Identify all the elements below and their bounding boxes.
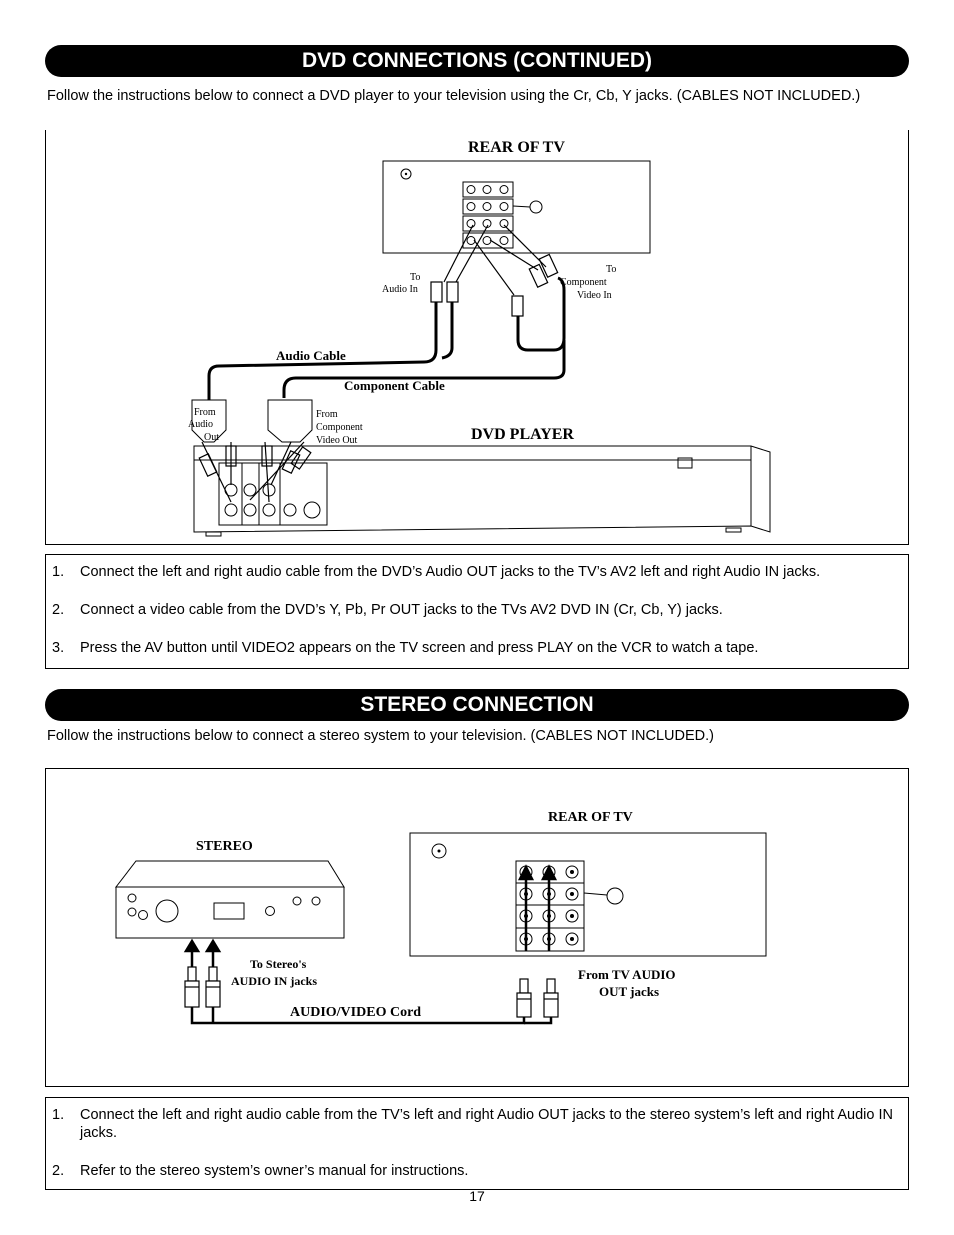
to-stereo-label-1: To Stereo's	[250, 957, 307, 971]
dvd-intro-text: Follow the instructions below to connect a DVD player to your television using the Cr, Cb, Y jacks. (CABLES NOT INCLUDED.)	[47, 88, 861, 104]
stereo-intro-text: Follow the instructions below to connect a stereo system to your television. (CABLES NOT INCLUDED.)	[47, 728, 714, 744]
from-audio-label-3: Out	[204, 432, 219, 443]
to-stereo-label-2: AUDIO IN jacks	[231, 974, 318, 988]
step-number: 2.	[52, 602, 65, 618]
tv-jack-grid	[463, 182, 542, 248]
tv-output-arrows	[520, 867, 555, 951]
step-number: 2.	[52, 1163, 65, 1179]
dvd-jack-panel	[219, 463, 327, 525]
tv-audio-plugs	[517, 979, 558, 1017]
section-title-stereo-connection: STEREO CONNECTION	[45, 689, 909, 721]
stereo-input-arrows	[186, 941, 219, 967]
component-cable-label: Component Cable	[344, 378, 445, 393]
step-text: Connect a video cable from the DVD’s Y, Pb, Pr OUT jacks to the TVs AV2 DVD IN (Cr, Cb, Y) jacks.	[80, 602, 723, 618]
stereo-controls	[128, 894, 320, 922]
stereo-plugs	[185, 967, 220, 1007]
from-audio-label-1: From	[194, 407, 216, 418]
from-component-label-2: Component	[316, 422, 363, 433]
section-title-dvd-connections: DVD CONNECTIONS (CONTINUED)	[45, 45, 909, 77]
dvd-connection-diagram	[46, 130, 908, 544]
stereo-label: STEREO	[196, 839, 253, 854]
from-tv-label-2: OUT jacks	[599, 984, 660, 999]
to-component-label-1: To	[606, 264, 617, 275]
from-component-label-3: Video Out	[316, 435, 358, 446]
tv-plugs	[431, 225, 558, 316]
component-cable	[518, 278, 564, 350]
dvd-step-1	[52, 563, 902, 581]
page-number: 17	[469, 1188, 485, 1204]
av-cord-label: AUDIO/VIDEO Cord	[290, 1005, 422, 1020]
step-number: 1.	[52, 1107, 65, 1123]
audio-cable-label: Audio Cable	[276, 348, 346, 363]
rear-of-tv-label: REAR OF TV	[468, 139, 565, 156]
dvd-diagram-box	[45, 130, 909, 545]
from-audio-label-2: Audio	[188, 419, 213, 430]
to-component-label-2: Component	[560, 277, 607, 288]
stereo-connection-diagram	[46, 769, 908, 1086]
from-tv-label-1: From TV AUDIO	[578, 967, 676, 982]
to-audio-in-label-1: To	[410, 272, 421, 283]
stereo-rear-of-tv-label: REAR OF TV	[548, 810, 633, 825]
dvd-step-2	[52, 601, 902, 619]
stereo-steps-box	[45, 1097, 909, 1190]
stereo-body	[116, 887, 344, 938]
stereo-top	[116, 861, 344, 887]
step-text: Connect the left and right audio cable from the DVD’s Audio OUT jacks to the TV’s AV2 left and right Audio IN jacks.	[80, 564, 821, 580]
dvd-steps-box	[45, 554, 909, 669]
stereo-step-1	[52, 1106, 902, 1142]
from-component-label-1: From	[316, 409, 338, 420]
step-text: Press the AV button until VIDEO2 appears on the TV screen and press PLAY on the VCR to watch a tape.	[80, 640, 759, 656]
tv-rear-panel	[383, 161, 650, 253]
dvd-step-3	[52, 639, 902, 657]
to-component-label-3: Video In	[577, 290, 612, 301]
to-audio-in-label-2: Audio In	[382, 284, 418, 295]
stereo-tv-jack-grid	[516, 861, 623, 951]
stereo-tv-rear-panel	[410, 833, 766, 956]
step-number: 3.	[52, 640, 65, 656]
component-splitter	[268, 400, 312, 442]
stereo-step-2	[52, 1162, 902, 1180]
step-number: 1.	[52, 564, 65, 580]
step-text: Connect the left and right audio cable from the TV’s left and right Audio OUT jacks to the stereo system’s left and right Audio IN jacks.	[80, 1107, 893, 1141]
stereo-diagram-box	[45, 768, 909, 1087]
dvd-player-label: DVD PLAYER	[471, 426, 574, 443]
step-text: Refer to the stereo system’s owner’s manual for instructions.	[80, 1163, 469, 1179]
